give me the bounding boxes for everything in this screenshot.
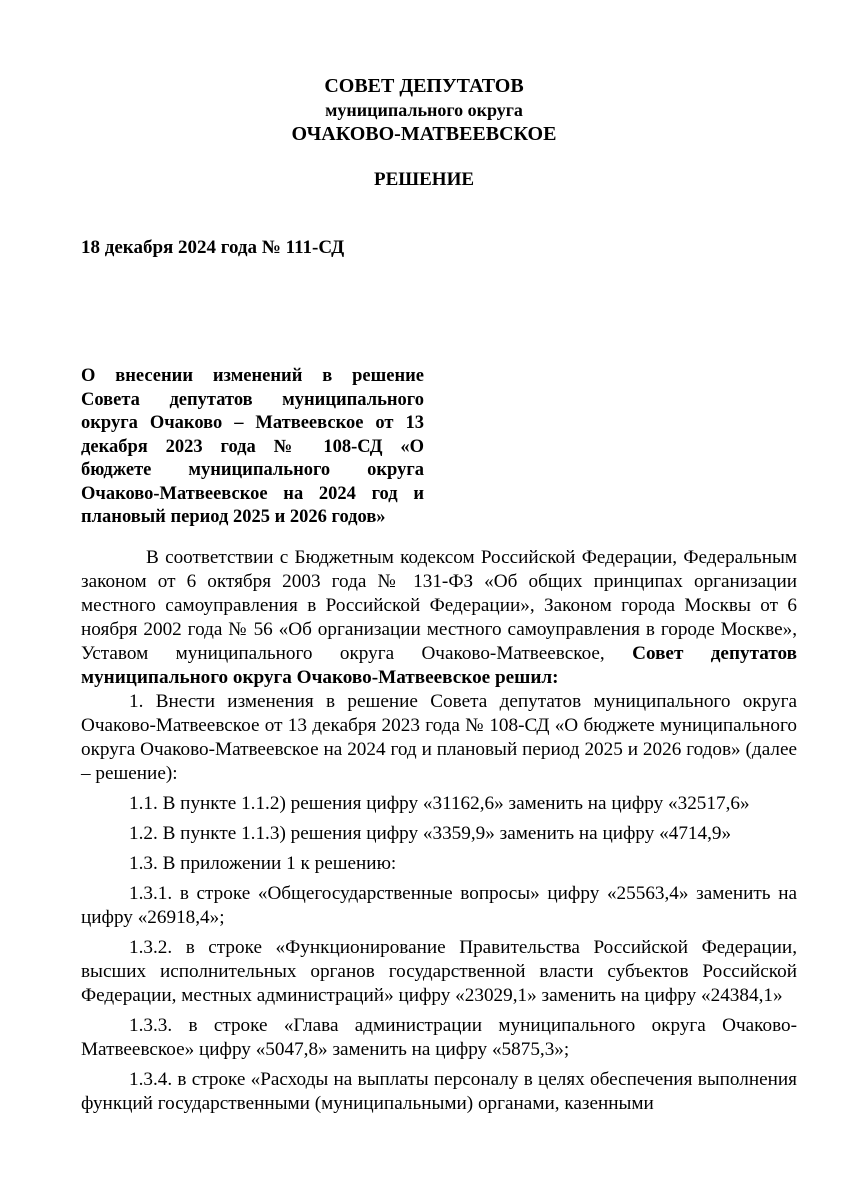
item-1-3-2: 1.3.2. в строке «Функционирование Правительства Российской Федерации, высших исполнительных органов государственной власти субъектов Российской Федерации, местных администраций» цифру «23029,1» заменить на цифру «24384,1» (81, 937, 797, 1006)
document-body (81, 546, 797, 1116)
item-1-1: 1.1. В пункте 1.1.2) решения цифру «31162,6» заменить на цифру «32517,6» (129, 793, 750, 814)
document-header (0, 74, 848, 146)
decision-subject (81, 365, 424, 530)
item-1-2: 1.2. В пункте 1.1.3) решения цифру «3359,9» заменить на цифру «4714,9» (129, 823, 732, 844)
item-1-3-4: 1.3.4. в строке «Расходы на выплаты персоналу в целях обеспечения выполнения функций государственными (муниципальными) органами, казенными (81, 1069, 797, 1114)
subject-line: плановый период 2025 и 2026 годов» (81, 507, 386, 527)
subject-line: Очаково-Матвеевское на 2024 год и (81, 483, 424, 504)
subject-line: О внесении изменений в решение (81, 366, 424, 386)
preamble-text: В соответствии с Бюджетным кодексом Российской Федерации, Федеральным законом от 6 октября 2003 года № 131-ФЗ «Об общих принципах организации местного самоуправления в Российской Федерации», Законом города Москвы от 6 ноября 2002 года № 56 «Об организации местного самоуправления в городе Москве», Уставом муниципального округа Очаково-Матвеевское, (81, 547, 797, 664)
municipal-district-label: муниципального округа (325, 100, 523, 120)
council-title: СОВЕТ ДЕПУТАТОВ (324, 75, 524, 97)
decision-date-number: 18 декабря 2024 года № 111-СД (81, 237, 345, 258)
decision-title: РЕШЕНИЕ (373, 169, 475, 190)
subject-line: декабря 2023 года № 108-СД «О (81, 436, 424, 457)
subject-line: Совета депутатов муниципального (81, 389, 424, 410)
item-1-3: 1.3. В приложении 1 к решению: (129, 853, 397, 874)
item-1-3-3: 1.3.3. в строке «Глава администрации муниципального округа Очаково-Матвеевское» цифру «5047,8» заменить на цифру «5875,3»; (81, 1015, 797, 1060)
preamble-paragraph (81, 546, 797, 690)
item-1-3-1: 1.3.1. в строке «Общегосударственные вопросы» цифру «25563,4» заменить на цифру «26918,4»; (81, 883, 797, 928)
subject-line: округа Очаково – Матвеевское от 13 (81, 413, 424, 433)
subject-line: бюджете муниципального округа (81, 460, 424, 480)
preamble-resolution: Совет депутатов муниципального округа Очаково-Матвеевское решил: (81, 643, 797, 688)
item-1: 1. Внести изменения в решение Совета депутатов муниципального округа Очаково-Матвеевское от 13 декабря 2023 года № 108-СД «О бюджете муниципального округа Очаково-Матвеевское на 2024 год и плановый период 2025 и 2026 годов» (далее – решение): (81, 691, 797, 784)
district-name: ОЧАКОВО-МАТВЕЕВСКОЕ (291, 123, 557, 145)
